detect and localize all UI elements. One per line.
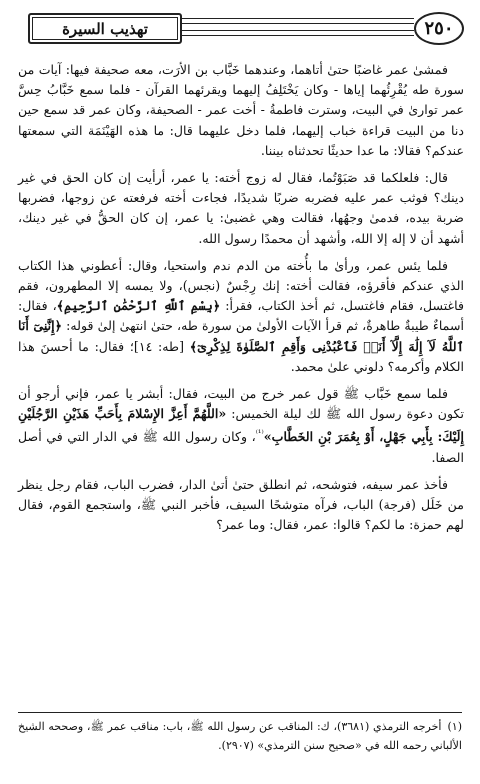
text-segment: فلما يئس عمر، ورأىٰ ما بأُخته من الدم ندم واستحيا، وقال: أعطوني هذا الكتاب الذي عندكم فأقرؤه، فقالت أخته: إنك رِجْسٌ (نجس)، ولا يمسه إلا المطهرون، فقم فاغتسل، فقام فاغتسل، ثم أخذ الكتاب، فقرأ: [18,257,464,314]
paragraph [18,384,464,468]
text-segment: فلما سمع خَبَّاب ﷺ قول عمر خرج من البيت، فقال: أبشر يا عمر، فإني أرجو أن تكون دعوة رسول الله ﷺ لك ليلة الخميس: [18,386,464,422]
paragraph [18,60,464,161]
text-segment: ، فقال: أسماءٌ طيبةٌ طاهرةٌ، ثم قرأ الآيات الأولىٰ من سورة طه، حتىٰ انتهىٰ إلىٰ قوله: [18,298,464,334]
page-header [14,10,466,48]
hadith-quote: «اللَّهُمَّ أَعِزَّ الإِسْلامَ بِأَحَبِّ هَذَيْنِ الرَّجُلَيْنِ إِلَيْكَ: بِأَبِي جَهْلٍ، أَوْ بِعُمَرَ بْنِ الخَطَّابِ» [18,406,464,445]
paragraph [18,168,464,249]
text-segment: ، وكان رسول الله ﷺ في الدار التي في أصل الصفا. [18,429,464,465]
header-rule [182,18,414,19]
text-segment: فمشىٰ عمر غاضبًا حتىٰ أتاهما، وعندهما خَبَّاب بن الأرَت، معه صحيفة فيها: آيات من سورة طه يُقْرِئُهما إياها - وكان يَخْتَلِفُ إليهما ويقرئهما القرآن - فلما سمع خَبَّابُ حِسَّ عمر توارىٰ في البيت، وسترت فاطمةُ - أخت عمر - الصحيفة، وكان عمر قد سمع حين دنا من البيت قراءة خباب إليهما، فلما دخل عليهما قال: ما هذه الهَيْنَمَة التي سمعتها عندكم؟ فقالا: ما عدا حديثًا تحدثناه بيننا. [18,62,464,158]
text-segment: فأخذ عمر سيفه، فتوشحه، ثم انطلق حتىٰ أتىٰ الدار، فضرب الباب، فقام رجل ينظر من خَلَل (فرجة) الباب، فرآه متوشحًا السيف، فأخبر النبي ﷺ، واستجمع القوم، فقال لهم حمزة: ما لكم؟ قالوا: عمر، فقال: وما عمر؟ [18,477,464,533]
footnote-marker: ⁽¹⁾ [255,429,264,440]
paragraph [18,475,464,536]
quran-verse: ﴿بِسْمِ ٱللَّهِ ٱلرَّحْمَٰنِ ٱلرَّحِيمِ﴾ [56,298,221,314]
text-segment: [طه: ١٤]؛ فقال: ما أحسنَ هذا الكلام وأكرمه؟ دلوني علىٰ محمد. [18,338,464,374]
page-number: ٢٥٠ [414,12,464,45]
header-rule [182,23,414,24]
footnote [18,717,462,755]
text-segment: قال: فلعلكما قد صَبَوْتُما، فقال له زوج أخته: يا عمر، أرأيت إن كان الحق في غير دينك؟ فوثب عمر عليه فضربه ضربًا شديدًا، فجاءت أخته فرفعته عن زوجها، فضربها ضربة بيده، فدمىٰ وجهُها، فقالت وهي غضبىٰ: يا عمر، إن كان الحقُّ في غير دينك، أشهد أن لا إله إلا الله، وأشهد أن محمدًا رسول الله. [18,170,464,246]
header-rule [182,30,414,31]
footnote-divider [18,712,462,713]
quran-verse: ﴿إِنَّنِىٓ أَنَا ٱللَّهُ لَآ إِلَٰهَ إِلَّآ أَنَا۠ فَٱعْبُدْنِى وَأَقِمِ ٱلصَّلَوٰةَ لِذِكْرِىٓ﴾ [18,318,464,354]
header-rule [182,35,414,36]
book-title: تهذيب السيرة [28,13,182,44]
main-text [18,60,464,543]
paragraph [18,256,464,377]
footnote-number: (١) [447,720,462,733]
footnote-text: أخرجه الترمذي (٣٦٨١)، ك: المناقب عن رسول الله ﷺ، باب: مناقب عمر ﷺ، وصححه الشيخ الألباني رحمه الله في «صحيح سنن الترمذي» (٢٩٠٧). [18,720,462,752]
